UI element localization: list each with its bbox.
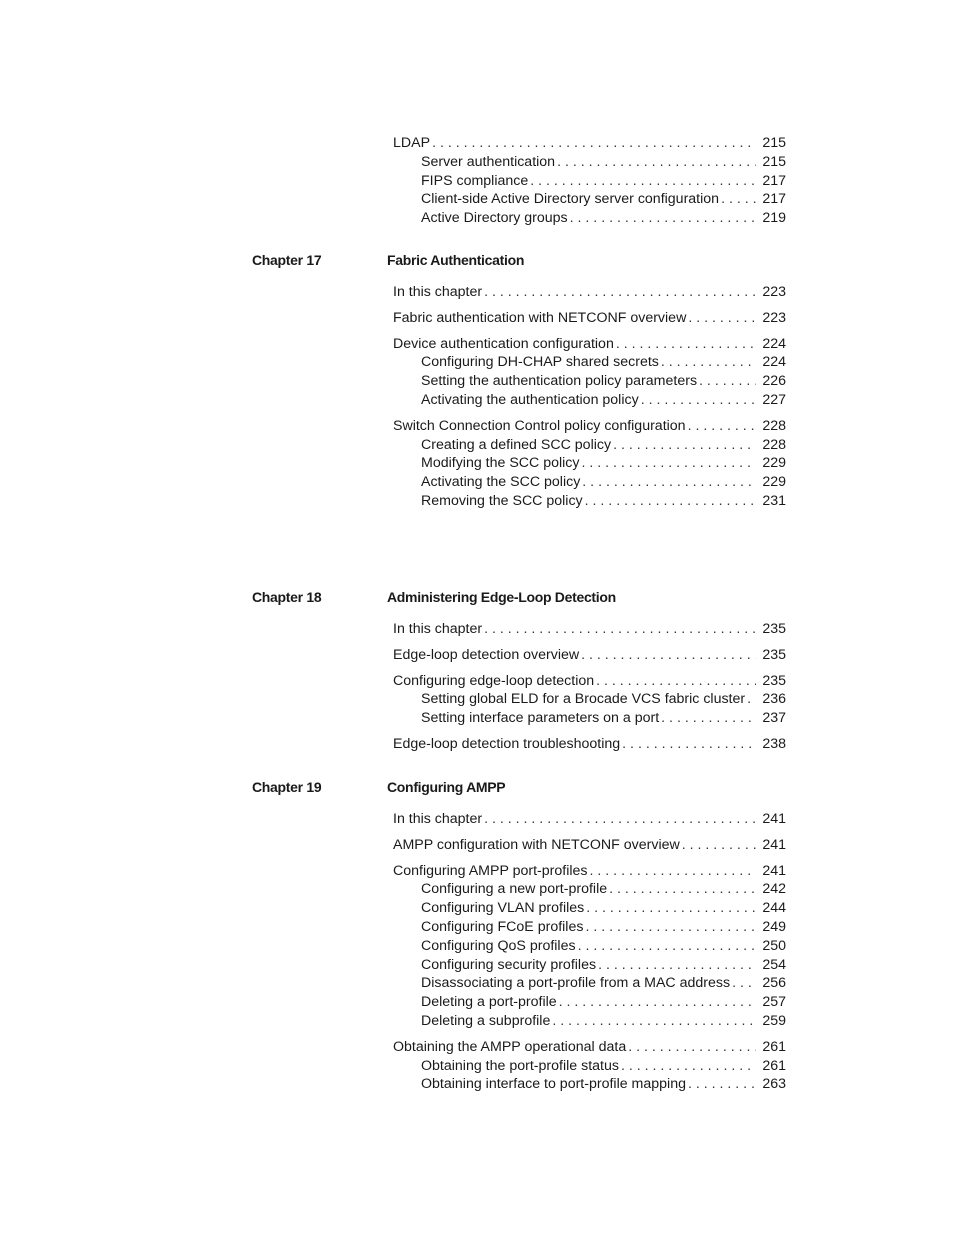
dot-leader	[622, 735, 756, 754]
toc-group	[0, 1038, 954, 1094]
toc-page-number: 241	[762, 836, 786, 853]
toc-page-number: 224	[762, 335, 786, 352]
toc-page-number: 261	[762, 1038, 786, 1055]
chapter-label: Chapter 17	[252, 252, 322, 268]
toc-entry-heading[interactable]	[0, 309, 870, 328]
dot-leader	[747, 690, 756, 709]
toc-entry-title: Fabric authentication with NETCONF overview	[393, 309, 687, 326]
toc-group	[0, 862, 954, 1031]
toc-entry-title: Obtaining interface to port-profile mapping	[421, 1076, 686, 1093]
dot-leader	[484, 810, 756, 829]
toc-entry-subheading[interactable]	[0, 492, 870, 511]
toc-entry-title: Configuring AMPP port-profiles	[393, 862, 588, 879]
dot-leader	[598, 956, 756, 975]
toc-page-number: 229	[762, 474, 786, 491]
toc-entry-title: Client-side Active Directory server configuration	[421, 191, 720, 208]
toc-entries	[0, 620, 954, 754]
toc-page-number: 228	[762, 417, 786, 434]
toc-entry-title: In this chapter	[393, 811, 483, 827]
dot-leader	[557, 153, 756, 172]
toc-page-number: 224	[762, 354, 786, 371]
dot-leader	[613, 436, 756, 455]
toc-entry-subheading[interactable]	[0, 709, 870, 728]
toc-entries	[0, 283, 954, 511]
dot-leader	[688, 417, 756, 436]
toc-page-number: 250	[762, 937, 786, 954]
toc-page-number: 242	[762, 881, 786, 898]
toc-entry-title: Setting global ELD for a Brocade VCS fabric cluster	[421, 691, 746, 708]
toc-page-number: 263	[762, 1076, 786, 1093]
toc-entry-subheading[interactable]	[0, 391, 870, 410]
dot-leader	[585, 492, 756, 511]
toc-page-number: 257	[762, 994, 786, 1011]
toc-entries	[0, 810, 954, 1094]
toc-entry-heading[interactable]	[0, 735, 870, 754]
toc-group	[0, 672, 954, 728]
dot-leader	[732, 974, 756, 993]
toc-page-number: 241	[762, 862, 786, 879]
toc-entry-subheading[interactable]	[0, 1057, 870, 1076]
toc-page-number: 217	[762, 172, 786, 189]
dot-leader	[628, 1038, 756, 1057]
toc-page-number: 215	[762, 153, 786, 170]
toc-page-number: 215	[762, 135, 786, 151]
toc-entry-title: Configuring DH-CHAP shared secrets	[421, 354, 659, 371]
toc-page-number: 238	[762, 735, 786, 752]
toc-page-number: 229	[762, 455, 786, 472]
toc-entry-subheading[interactable]	[0, 690, 870, 709]
dot-leader	[661, 353, 756, 372]
toc-entry-title: Creating a defined SCC policy	[421, 436, 612, 453]
toc-group	[0, 417, 954, 511]
toc-entry-subheading[interactable]	[0, 190, 870, 209]
toc-page-number: 235	[762, 672, 786, 689]
toc-entry-subheading[interactable]	[0, 899, 870, 918]
toc-entry-heading[interactable]	[0, 417, 870, 436]
toc-entry-title: Configuring a new port-profile	[421, 881, 608, 898]
dot-leader	[484, 620, 756, 639]
toc-entry-subheading[interactable]	[0, 209, 870, 228]
dot-leader	[641, 391, 756, 410]
dot-leader	[699, 372, 756, 391]
toc-entry-heading[interactable]	[0, 672, 870, 691]
toc-entry-title: Removing the SCC policy	[421, 492, 583, 509]
dot-leader	[585, 918, 756, 937]
toc-chapter-17	[0, 252, 954, 518]
toc-entry-title: Deleting a port-profile	[421, 994, 557, 1011]
toc-entry-subheading[interactable]	[0, 473, 870, 492]
toc-entries	[0, 134, 954, 228]
toc-entry-heading[interactable]	[0, 836, 870, 855]
toc-group	[0, 646, 954, 665]
toc-entry-title: Configuring security profiles	[421, 956, 597, 973]
chapter-heading	[0, 779, 954, 801]
toc-page-number: 256	[762, 975, 786, 992]
dot-leader	[582, 454, 757, 473]
dot-leader	[432, 134, 756, 153]
dot-leader	[581, 646, 756, 665]
toc-page-number: 237	[762, 710, 786, 727]
dot-leader	[688, 309, 756, 328]
toc-entry-subheading[interactable]	[0, 918, 870, 937]
toc-entry-subheading[interactable]	[0, 937, 870, 956]
toc-page-number: 219	[762, 210, 786, 227]
toc-entry-title: Configuring edge-loop detection	[393, 672, 595, 689]
toc-page-number: 235	[762, 646, 786, 663]
toc-page-number: 217	[762, 191, 786, 208]
toc-entry-heading[interactable]	[0, 646, 870, 665]
dot-leader	[484, 283, 756, 302]
toc-group	[0, 309, 954, 328]
chapter-heading	[0, 252, 954, 274]
toc-group	[0, 335, 954, 410]
dot-leader	[661, 709, 756, 728]
toc-entry-title: Modifying the SCC policy	[421, 455, 580, 472]
toc-entry-title: Active Directory groups	[421, 210, 568, 227]
chapter-title: Fabric Authentication	[387, 252, 525, 268]
dot-leader	[616, 335, 756, 354]
toc-entry-title: Edge-loop detection troubleshooting	[393, 735, 621, 752]
dot-leader	[682, 836, 756, 855]
toc-page-number: 226	[762, 373, 786, 390]
dot-leader	[578, 937, 756, 956]
toc-entry-heading[interactable]	[0, 1038, 870, 1057]
dot-leader	[721, 190, 756, 209]
toc-entry-heading[interactable]	[0, 862, 870, 881]
toc-entry-heading[interactable]	[0, 134, 870, 153]
toc-entry-title: FIPS compliance	[421, 172, 529, 189]
toc-chapter-19	[0, 779, 954, 1101]
toc-page-number: 241	[762, 811, 786, 827]
toc-entry-title: Deleting a subprofile	[421, 1012, 551, 1029]
toc-page-number: 259	[762, 1012, 786, 1029]
toc-entry-heading[interactable]	[0, 283, 870, 302]
toc-entry-title: Activating the SCC policy	[421, 474, 581, 491]
toc-entry-title: Configuring QoS profiles	[421, 937, 576, 954]
toc-entry-title: In this chapter	[393, 284, 483, 300]
toc-entry-subheading[interactable]	[0, 172, 870, 191]
toc-entry-title: Edge-loop detection overview	[393, 646, 580, 663]
dot-leader	[586, 899, 756, 918]
toc-entry-subheading[interactable]	[0, 993, 870, 1012]
toc-entry-title: In this chapter	[393, 621, 483, 637]
toc-chapter-18	[0, 589, 954, 761]
dot-leader	[590, 862, 756, 881]
toc-entry-heading[interactable]	[0, 810, 870, 829]
chapter-title: Configuring AMPP	[387, 779, 506, 795]
toc-page-number: 236	[762, 691, 786, 708]
dot-leader	[621, 1057, 756, 1076]
dot-leader	[530, 172, 756, 191]
toc-entry-subheading[interactable]	[0, 372, 870, 391]
toc-page-number: 254	[762, 956, 786, 973]
toc-entry-title: LDAP	[393, 135, 431, 151]
chapter-label: Chapter 18	[252, 589, 322, 605]
toc-section-ldap	[0, 134, 954, 235]
toc-entry-subheading[interactable]	[0, 153, 870, 172]
dot-leader	[559, 993, 756, 1012]
toc-entry-title: Switch Connection Control policy configuration	[393, 417, 686, 434]
toc-page-number: 228	[762, 436, 786, 453]
toc-entry-title: Obtaining the port-profile status	[421, 1057, 619, 1074]
toc-entry-subheading[interactable]	[0, 353, 870, 372]
chapter-heading	[0, 589, 954, 611]
dot-leader	[582, 473, 756, 492]
toc-entry-title: Device authentication configuration	[393, 335, 614, 352]
toc-group	[0, 735, 954, 754]
toc-page-number: 244	[762, 900, 786, 917]
toc-entry-title: Configuring FCoE profiles	[421, 918, 584, 935]
toc-entry-title: Disassociating a port-profile from a MAC address	[421, 975, 731, 992]
toc-entry-subheading[interactable]	[0, 1075, 870, 1094]
chapter-label: Chapter 19	[252, 779, 322, 795]
toc-entry-title: AMPP configuration with NETCONF overview	[393, 836, 680, 853]
toc-entry-heading[interactable]	[0, 335, 870, 354]
toc-page-number: 227	[762, 391, 786, 408]
toc-group	[0, 836, 954, 855]
toc-page-number: 223	[762, 309, 786, 326]
toc-entry-title: Setting interface parameters on a port	[421, 710, 660, 727]
toc-group	[0, 620, 954, 639]
dot-leader	[609, 880, 756, 899]
dot-leader	[552, 1012, 756, 1031]
toc-entry-subheading[interactable]	[0, 436, 870, 455]
toc-page-number: 235	[762, 621, 786, 637]
chapter-title: Administering Edge-Loop Detection	[387, 589, 616, 605]
toc-page-number: 261	[762, 1057, 786, 1074]
toc-group	[0, 810, 954, 829]
toc-entry-title: Server authentication	[421, 153, 556, 170]
toc-page-number: 231	[762, 492, 786, 509]
toc-entry-subheading[interactable]	[0, 454, 870, 473]
toc-entry-title: Obtaining the AMPP operational data	[393, 1038, 627, 1055]
toc-page-number: 249	[762, 918, 786, 935]
toc-entry-heading[interactable]	[0, 620, 870, 639]
toc-entry-title: Configuring VLAN profiles	[421, 900, 585, 917]
toc-group	[0, 134, 954, 228]
dot-leader	[688, 1075, 756, 1094]
toc-entry-subheading[interactable]	[0, 1012, 870, 1031]
toc-group	[0, 283, 954, 302]
toc-entry-title: Activating the authentication policy	[421, 391, 639, 408]
dot-leader	[570, 209, 756, 228]
toc-entry-subheading[interactable]	[0, 956, 870, 975]
toc-entry-subheading[interactable]	[0, 974, 870, 993]
dot-leader	[596, 672, 756, 691]
toc-page-number: 223	[762, 284, 786, 300]
toc-entry-title: Setting the authentication policy parameters	[421, 373, 698, 390]
toc-entry-subheading[interactable]	[0, 880, 870, 899]
